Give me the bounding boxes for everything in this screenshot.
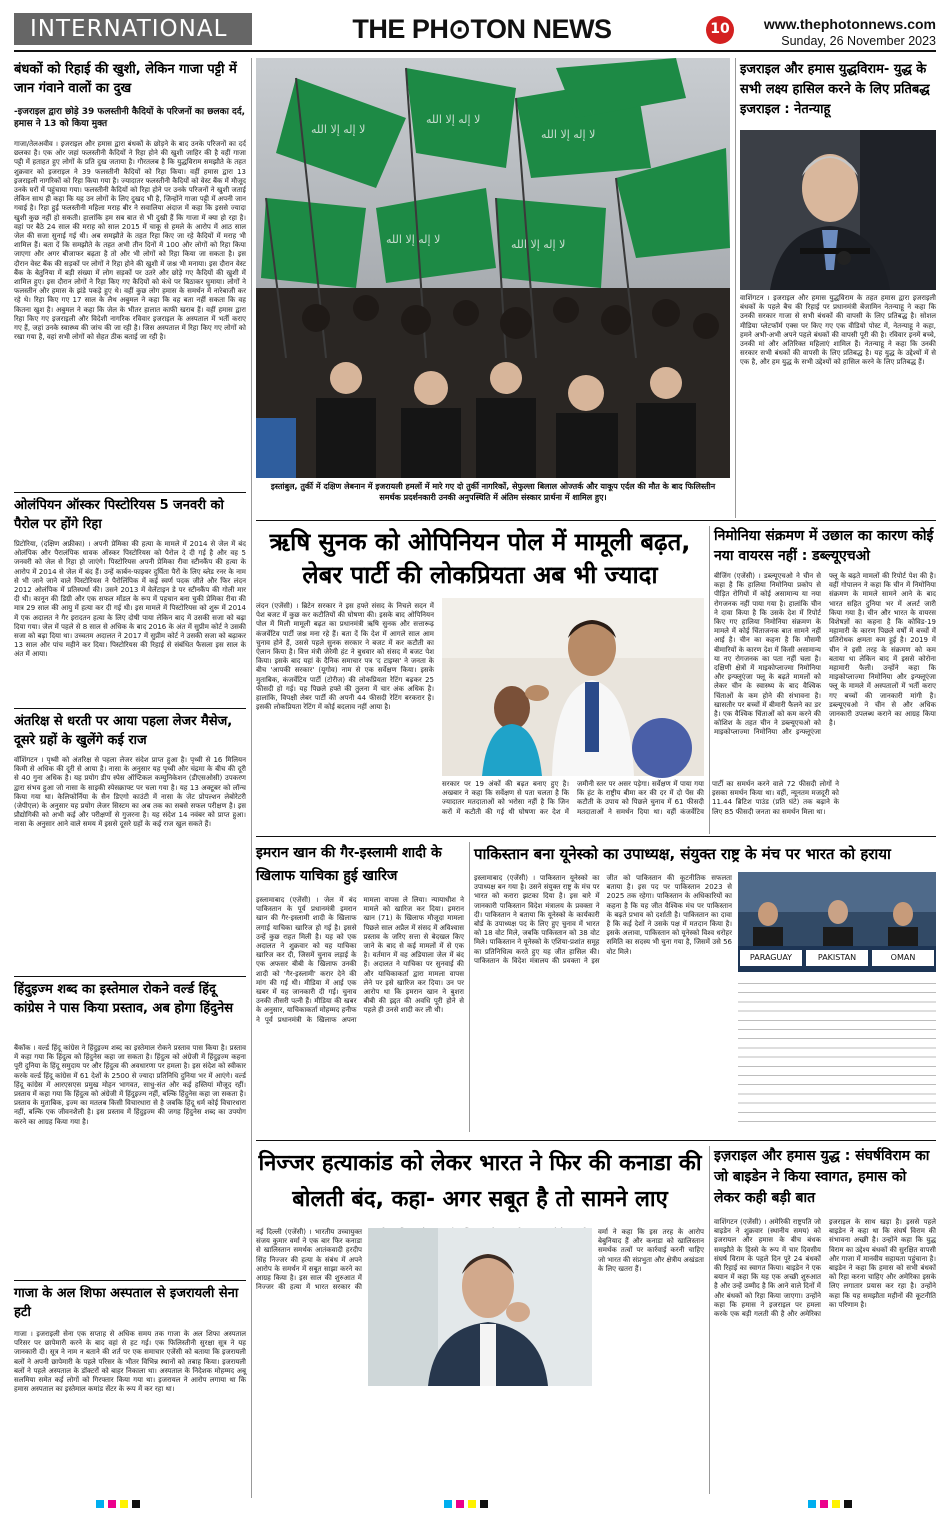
sunak-body-left: लंदन (एजेंसी) । ब्रिटेन सरकार ने इस हफ्ते संसद के निचले सदन में पेश बजट में कुछ कर कटौतियों की घोषणा की। इसके बाद ओपिनियन पोल में मिली मामूली बढ़त का प्रधानमंत्री ऋषि सुनक और सत्तारूढ़ कंजर्वेटिव पार्टी जश्न मना रहे हैं। बता दें कि देश में आगले साल आम चुनाव होने हैं, उससे पहले सुनक सरकार ने बजट में कर कटौती का ऐलान किया है। वित्त मंत्री जेरेमी हंट ने बुधवार को संसद में बजट पेश किया। इसके बाद यहां के दैनिक समाचार पत्र 'द टाइम्स' ने जनता के बीच 'आपकी सरकार' (यूगोव) नाम से एक सर्वेक्षण किया। इसके मुताबिक, कंजर्वेटिव पार्टी (टोरीज) की लोकप्रियता रेटिंग बढ़कर 25 फीसदी हो गई। यह पिछले हफ्ते की तुलना में चार अंक अधिक है। हालांकि, विपक्षी लेबर पार्टी की अपनी 44 फीसदी रेटिंग बरकरार है। इसकी लोकप्रियता रेटिंग में कोई बदलाव नहीं आया है।	[256, 602, 434, 712]
story-laser-body: वॉशिंगटन । पृथ्वी को अंतरिक्ष से पहला लेजर संदेश प्राप्त हुआ है। पृथ्वी से 16 मिलियन किमी से अधिक की दूरी से आया है। नासा के अनुसार यह पृथ्वी और चंद्रमा के बीच की दूरी से 40 गुना अधिक है। यह प्रयोग डीप स्पेस ऑप्टिकल कम्युनिकेशन (डीएसओसी) उपकरण द्वारा संभव हुआ जो नासा के साइकी स्पेसक्राफ्ट पर चला गया है। यह 13 अक्टूबर को लॉन्च किया गया था। केलिफोर्निया के सैन डिएगो काउंटी में नासा के जेट प्रोपल्शन लेबोरेटरी (जेपीएल) के अनुसार यह प्रयोग लेजर सिस्टम का अब तक का सबसे सफल परीक्षण है। इस प्रौद्योगिकी को अभी कई और परीक्षणों से गुजरना है। यह संदेश 14 नवंबर को प्राप्त हुआ। नासा के अनुसार आने वाले समय में इससे दूसरे ग्रहों के कई राज खुल सकते हैं।	[14, 756, 246, 829]
column-divider	[251, 58, 252, 1498]
pneumonia-story	[714, 526, 936, 826]
imran-body: इस्लामाबाद (एजेंसी) । जेल में बंद पाकिस्तान के पूर्व प्रधानमंत्री इमरान खान की गैर-इस्लामी शादी के खिलाफ लगाई याचिका खारिज हो गई है। इससे उन्हें कुछ राहत मिली है। यह को एक अदालत ने शुक्रवार को यह याचिका खारिज कर दी, जिसमें चुनाव लड़ाई के एक अफसर बीबी के खिलाफ उनकी शादी को 'गैर-इस्लामी' करार देने की मांग की गई थी। मीडिया में आई एक खबर में यह जानकारी दी गई। चुनाव उनकी तीसरी पत्नी हैं। मीडिया की खबर के अनुसार, याचिकाकर्ता मोहम्मद हनीफ ने पूर्व प्रधानमंत्री के खिलाफ अपना मामला वापस ले लिया। न्यायाधीश ने मामले को खारिज कर दिया। इमरान खान (71) के खिलाफ मौजूदा मामला पिछले साल अप्रैल में संसद में अविश्वास प्रस्ताव के जरिए सत्ता से बेदखल किए जाने के बाद से कई मामलों में से एक है। वर्तमान में वह अडियाला जेल में बंद हैं। अदालत ने याचिका पर सुनवाई की और याचिकाकर्ता द्वारा मामला वापस लेने पर इसे खारिज कर दिया। उन पर आरोप था कि इमरान खान ने बुशरा बीबी की इद्दत की अवधि पूरी होने से पहले ही उनसे शादी कर ली थी।	[256, 896, 464, 1024]
page-number-badge	[706, 16, 734, 44]
page-number: 10	[710, 21, 730, 37]
flag-inscription: لا إله إلا الله	[311, 123, 366, 136]
imran-headline: इमरान खान की गैर-इस्लामी शादी के खिलाफ याचिका हुई खारिज	[256, 845, 442, 884]
story-alshifa-headline: गाजा के अल शिफा अस्पताल से इजरायली सेना हटी	[14, 1286, 239, 1320]
imran-story	[256, 842, 464, 1132]
unesco-photo	[738, 872, 936, 972]
column-divider	[735, 58, 736, 518]
reg-mark	[844, 1500, 852, 1508]
flag-inscription: لا إله إلا الله	[511, 238, 566, 251]
reg-mark	[456, 1500, 464, 1508]
reg-mark	[808, 1500, 816, 1508]
reg-mark	[96, 1500, 104, 1508]
masthead-rule	[14, 50, 936, 52]
protest-illustration	[256, 58, 730, 478]
biden-story	[714, 1146, 936, 1494]
pneumonia-headline: निमोनिया संक्रमण में उछाल का कारण कोई नया वायरस नहीं : डब्ल्यूएचओ	[714, 528, 934, 564]
flag-inscription: لا إله إلا الله	[541, 128, 596, 141]
masthead	[0, 0, 945, 60]
protest-photo-caption: इस्तांबुल, तुर्की में दक्षिण लेबनान में इजरायली हमलों में मारे गए दो तुर्की नागरिकों, सेफुल्ला बिलाल ओज्तर्क और याकूप एर्दल की मौत के बाद फिलिस्तीन समर्थक प्रदर्शनकारी उनकी अनुपस्थिति में अंतिम संस्कार प्रार्थना में शामिल हुए।	[270, 482, 716, 502]
section-divider	[256, 836, 936, 837]
section-label-box	[14, 13, 252, 45]
unesco-body: इस्लामाबाद (एजेंसी) । पाकिस्तान यूनेस्को का उपाध्यक्ष बन गया है। उसने संयुक्त राष्ट्र के मंच पर भारत को करारा झटका दिया है। इस बारे में जानकारी पाकिस्तान विदेश मंत्रालय के प्रवक्ता ने दी। पाकिस्तान ने बताया कि यूनेस्को के कार्यकारी बोर्ड के उपाध्यक्ष पद के लिए हुए चुनाव में भारत को 18 वोट मिले, जबकि पाकिस्तान को 38 वोट मिले। पाकिस्तान ने यूनेस्को के एशिया-प्रशांत समूह का प्रतिनिधित्व करते हुए यह जीत हासिल की। पाकिस्तान के विदेश मंत्रालय की प्रवक्ता ने इस जीत को पाकिस्तान की कूटनीतिक सफलता बताया है। इस पद पर पाकिस्तान 2023 से 2025 तक रहेगा। पाकिस्तान के अधिकारियों का कहना है कि यह जीत वैश्विक मंच पर पाकिस्तान के बढ़ते प्रभाव को दर्शाती है। पाकिस्तान का दावा है कि कई देशों ने उसके पक्ष में मतदान किया है। इसके अलावा, पाकिस्तान को यूनेस्को विश्व धरोहर समिति का सदस्य भी चुना गया है, जिसमें उसे 56 वोट मिले।	[474, 874, 732, 965]
section-label: INTERNATIONAL	[30, 16, 228, 42]
divider	[14, 1280, 246, 1281]
reg-mark	[832, 1500, 840, 1508]
story-pistorius-headline: ओलंपियन ऑस्कर पिस्टोरियस 5 जनवरी को पैरोल पर होंगे रिहा	[14, 498, 224, 532]
reg-mark	[444, 1500, 452, 1508]
flag-inscription: لا إله إلا الله	[426, 113, 481, 126]
unesco-story	[474, 842, 936, 1132]
reg-mark	[480, 1500, 488, 1508]
placard-paraguay: PARAGUAY	[740, 950, 802, 966]
placard-oman: OMAN	[872, 950, 934, 966]
biden-body: वाशिंगटन (एजेंसी) । अमेरिकी राष्ट्रपति जो बाइडेन ने शुक्रवार (स्थानीय समय) को इजरायल और हमास के बीच बंधक समझौते के हिस्से के रूप में चार दिवसीय संघर्ष विराम के पहले दिन पूरे 24 बंधकों की रिहाई का स्वागत किया। बाइडेन ने एक बयान में कहा कि यह एक अच्छी शुरुआत है और उन्हें उम्मीद है कि आने वाले दिनों में और बंधकों को रिहा किया जाएगा। उन्होंने कहा कि हमास ने इजराइल पर हमला करके एक बड़ी गलती की है और अमेरिका इजराइल के साथ खड़ा है। इससे पहले बाइडेन ने कहा था कि संघर्ष विराम की संभावना अच्छी है। उन्होंने कहा कि युद्ध विराम का उद्देश्य बंधकों की सुरक्षित वापसी और गाजा में मानवीय सहायता पहुंचाना है। बाइडेन ने कहा कि हमास को सभी बंधकों को रिहा करना चाहिए और अमेरिका इसके लिए लगातार प्रयास कर रहा है। उन्होंने कहा कि यह समझौता महीनों की कूटनीति का परिणाम है।	[714, 1218, 936, 1319]
story-hostages-headline: बंधकों को रिहाई की खुशी, लेकिन गाजा पट्टी में जान गंवाने वालों का दुख	[14, 62, 237, 96]
column-divider	[469, 842, 470, 1132]
netanyahu-body: वाशिंगटन । इजराइल और हमास युद्धविराम के तहत हमास द्वारा इजराइली बंधकों के पहले बैच की रिहाई पर प्रधानमंत्री बेंजामिन नेतन्याहू ने कहा कि उनकी सरकार गाजा से सभी बंधकों की वापसी के लिए प्रतिबद्ध है। सोशल मीडिया प्लेटफॉर्म एक्स पर किए गए एक वीडियो पोस्ट में, नेतन्याहू ने कहा, हमने अभी-अभी अपने पहले बंधकों की वापसी पूरी की है। रविवार इनमें बच्चे, उनकी मां और अतिरिक्त महिलाएं शामिल हैं। नेतन्याहू ने कहा कि उनकी सरकार सभी बंधकों की वापसी के लिए प्रतिबद्ध है। यह युद्ध के उद्देश्यों में से एक है, और हम युद्ध के सभी उद्देश्यों को हासिल करने के लिए प्रतिबद्ध हैं।	[740, 294, 936, 367]
placard-pakistan: PAKISTAN	[806, 950, 868, 966]
paper-name: THE PH⊙TON NEWS	[352, 14, 612, 44]
flag-inscription: لا إله إلا الله	[386, 233, 441, 246]
story-pistorius-body: प्रिटोरिया, (दक्षिण अफ्रीका) । अपनी प्रेमिका की हत्या के मामले में 2014 से जेल में बंद ओलंपिक और पैरालंपिक धावक ऑस्कर पिस्टोरियस को पैरोल दे दी गई है और वह 5 जनवरी को जेल से रिहा हो जाएंगे। पिस्टोरियस अपनी प्रेमिका रीवा स्टीनकैंप की हत्या के आरोप में 2014 से जेल में बंद हैं। उन्हें कार्बन-फाइबर दुर्घिता पैरों के लिए ब्लेड रनर के नाम से भी जाने जाने वाले पिस्टोरियस ने पैरोलिंपिक में कई स्वर्ण पदक जीते और फिर लंदन 2012 ओलंपिक में प्रतिस्पर्धा की। उसने 2013 में वेलेंटाइन डे पर स्टीनकैंप की गोली मार दी थी। कानून की डिग्री और एक सफल मॉडल के रूप में पहचान बना चुकी प्रेमिका रीवा की मात्र 29 साल की आयु में हत्या कर दी गई थी। इस मामले में पिस्टोरियस को शुरू में 2014 में एक अदालत ने गैर इरादतन हत्या के लिए दोषी पाया लेकिन बाद में उसकी सजा को बढ़ा दिया गया। जेल में पहले से 8 साल से अधिक के बाद 2016 के अंत में सुप्रीम कोर्ट ने उसकी सजा को बढ़ा दिया था। उच्चतम अदालत ने 2017 में सुप्रीम कोर्ट ने उसकी सजा को बढ़ाकर 13 साल और पांच महीने कर दिया। पिस्टोरियस की रिहाई से संबंधित फैसला इस साल के अंत में आया।	[14, 540, 246, 659]
pneumonia-body: बीजिंग (एजेंसी) । डब्ल्यूएचओ ने चीन से कहा है कि हालिया निमोनिया प्रकोप से पीड़ित रोगियों में कोई असामान्य या नया रोगजनक नहीं पाया गया है। हालांकि चीन ने दावा किया है कि उसके देश में रिपोर्ट किए गए हालिया निमोनिया संक्रमण के मामले में कोई चिंताजनक बात सामने नहीं आई है। चीन का कहना है कि मौसमी बीमारियों के कारण देश में किसी असामान्य या नए रोगजनक का पता नहीं चला है। दक्षिणी क्षेत्रों में माइकोप्लाज्मा निमोनिया और इन्फ्लूएंजा फ्लू के बढ़ते मामलों को लेकर चीन के स्वास्थ्य के बाद वैश्विक चिंताओं के कम होने की संभावना है। खासतौर पर बच्चों में बीमारी फैलने का डर है। एक वैश्विक चिंताओं को कम करने की कोशिश के तहत चीन ने डब्ल्यूएचओ को माइकोप्लाज्मा निमोनिया और इन्फ्लूएंजा फ्लू के बढ़ते मामलों की रिपोर्ट पेश की है। वहीं गोपालन ने कहा कि चीन में निमोनिया संक्रमण के मामले सामने आने के बाद भारत सहित दुनिया भर में अलर्ट जारी किया गया है। चीन और भारत के वायरस विशेषज्ञों का कहना है कि कोविड-19 महामारी के कारण पिछले वर्षों में बच्चों में प्रतिरोधक क्षमता कम हुई है। 2019 में चीन ने इसी तरह के संक्रमण को कम बताया था लेकिन बाद में इससे कोरोना महामारी फैली। उन्होंने कहा कि माइकोप्लाज्मा निमोनिया और इन्फ्लूएंजा फ्लू के मामले में अस्पतालों में भर्ती कराए गए बच्चों की जानकारी मांगी है। डब्ल्यूएचओ ने चीन से और अधिक जानकारी उपलब्ध कराने का आग्रह किया है।	[714, 572, 936, 737]
section-divider	[256, 1140, 936, 1141]
reg-mark	[820, 1500, 828, 1508]
sunak-body-right: सरकार पर 19 अंकों की बढ़त बनाए हुए है। अखबार ने कहा कि सर्वेक्षण से पता चलता है कि ज्यादातर मतदाताओं को भरोसा नहीं है कि जिन करों में कटौती की गई थी घोषणा कर देश में जमीनी स्तर पर असर पड़ेगा। सर्वेक्षण में पाया गया कि हंट के राष्ट्रीय बीमा कर की दर में दो पेंस की कटौती के उपाय को पिछले चुनाव में 61 फीसदी मतदाताओं ने समर्थन दिया था। वहीं कंजर्वेटिव पार्टी का समर्थन करने वाले 72 फीसदी लोगों ने इसका समर्थन किया था। वहीं, न्यूनतम मजदूरी को 11.44 ब्रिटिश पाउंड (प्रति घंटे) तक बढ़ाने के लिए 85 फीसदी जनता का समर्थन मिला था।	[442, 780, 839, 816]
unesco-headline: पाकिस्तान बना यूनेस्को का उपाध्यक्ष, संयुक्त राष्ट्र के मंच पर भारत को हराया	[474, 845, 891, 863]
story-alshifa-body: गाजा । इजराइली सेना एक सप्ताह से अधिक समय तक गाजा के अल शिफा अस्पताल परिसर पर छापेमारी करने के बाद वहां से हट गई। एक फिलिस्तीनी सुरक्षा सूत्र ने यह जानकारी दी। सूत्र ने नाम न बताने की शर्त पर एक समाचार एजेंसी को बताया कि इजरायली बलों ने अपनी छापेमारी के पहले परिसर के भीतर विभिन्न स्थानों को तबाह किया। इजरायली बलों ने पहले अस्पताल के डॉक्टरों को बाहर निकाला था। अस्पताल के निदेशक मोहम्मद अबू सलमिया समेत कई लोगों को गिरफ्तार किया गया था। इजरायल ने आरोप लगाया था कि हमास अस्पताल का इस्तेमाल कमांड सेंटर के रूप में कर रहा था।	[14, 1330, 246, 1394]
website-url[interactable]: www.thephotonnews.com	[763, 16, 936, 32]
biden-headline: इज़राइल और हमास युद्ध : संघर्षविराम का जो बाइडेन ने किया स्वागत, हमास को लेकर कही बड़ी बात	[714, 1148, 930, 1206]
sunak-photo	[442, 598, 704, 776]
trudeau-photo	[368, 1228, 592, 1386]
nijjar-headline: निज्जर हत्याकांड को लेकर भारत ने फिर की कनाडा की बोलती बंद, कहा- अगर सबूत है तो सामने लाए	[258, 1151, 702, 1212]
netanyahu-story	[740, 58, 936, 518]
netanyahu-photo	[740, 130, 936, 290]
nijjar-story	[256, 1146, 704, 1494]
divider	[14, 976, 246, 977]
reg-mark	[132, 1500, 140, 1508]
story-hostages-body: गाजा/तेलअवीव । इजराइल और हमास द्वारा बंधकों के छोड़ने के बाद उनके परिजनों का दर्द छलका है। एक ओर जहां फलस्तीनी कैदियों ने रिहा होने की खुशी जाहिर की है वहीं गाजा पट्टी में हताहत हुए लोगों के प्रति दुख जताया है। गौरतलब है कि युद्धविराम समझौते के तहत शुक्रवार को इजराइल ने 39 फलस्तीनी कैदियों को रिहा किया। वहीं हमास द्वारा 13 इजराइली नागरिकों को रिहा किया गया है। ज्यादातर फलस्तीनी कैदियों को वेस्ट बैंक में मौजूद उनके घरों में पहुंचाया गया। फलस्तीनी कैदियों को रिहा होने पर उनके परिजनों ने खुशी जताई लेकिन साथ ही कहा कि यह उन लोगों के लिए दुखद भी है, जिन्होंने गाजा पट्टी में अपनी जान गवाई है। रिहा हुई फलस्तीनी महिला मराह बीर ने सवालिया अंदाज में कहा कि इससे ज्यादा खुशी कुछ नहीं हो सकती। हालांकि हम सब बात से भी दुखी हैं कि गाजा में क्या हो रहा है। वहां पर बैठे 24 साल की मराह को साल 2015 में चाकू से हमले के आरोप में आठ साल जेल की सजा सुनाई गई थी। अब समझौते के तहत रिहा किए जा रहे कैदियों में मराह भी शामिल हैं। बता दें कि समझौते के तहत अभी तीन दिनों में 100 और लोगों को रिहा किया जाएगा और अगर बीजाफर बढ़ता है तो और भी लोगों को रिहा किया जा सकता है। इस दौरान वेस्ट बैंक की सड़कों पर लोगों ने रिहा होने की खुशी में जश्न भी मनाया। इस दौरान वेस्ट बैंक के बेतुनिया में बड़ी संख्या में लोग सड़कों पर उतरे और छोड़े गए कैदियों की खुशी में शामिल हुए। इस दौरान लोगों ने रिहा किए गए कैदियों को कंधे पर बिठाकर घुमाया। लोगों ने फलस्तीन और हमास के झंडे पकड़े हुए थे। वहीं कुछ लोग हमास के समर्थन में नारेबाजी कर रहे थे। रिहा किए गए 17 साल के लैथ अबुमल ने कहा कि वह बता नहीं सकता कि वह कितना खुश है। अबुमल ने कहा कि जेल के भीतर हालात काफी खराब हैं। वहीं हमास द्वारा रिहा किए गए इजराइली और विदेशी नागरिक रविवार इजराइल के अस्पताल में भर्ती कराए गए हैं, जहां उनके स्वास्थ्य की जांच की जा रही है। जिस अस्पताल में रिहा किए गए लोगों को रखा गया है, वहां सभी लोगों को सेहत ठीक बताई जा रही है।	[14, 140, 246, 342]
netanyahu-headline: इजराइल और हमास युद्धविराम- युद्ध के सभी लक्ष्य हासिल करने के लिए प्रतिबद्ध इजराइल : नेतन्याहू	[740, 62, 930, 117]
story-hinduism-body: बैंकॉक । वर्ल्ड हिंदू कांग्रेस ने हिंदुइज्म शब्द का इस्तेमाल रोकने प्रस्ताव पास किया है। प्रस्ताव में कहा गया कि हिंदुत्व को हिंदुनेस कहा जा सकता है। हिंदुत्व को अंग्रेजी में हिंदुइज्म कहना पूरी दुनिया के हिंदू समुदाय पर और हिंदुत्व की अवधारणा पर हमला है। इस संदेश को स्वीकार करके वर्ल्ड हिंदू कांग्रेस में 61 देशों के 2500 से ज्यादा प्रतिनिधि दुनिया भर में आएंगे। वर्ल्ड हिंदू कांग्रेस में आरएसएस प्रमुख मोहन भागवत, साधु-संत और कई हस्तियां मौजूद रहीं। प्रस्ताव में कहा गया कि हिंदुत्व को अंग्रेजी में हिंदुइज्म नहीं, बल्कि हिंदुनेस कहा जा सकता है। प्रस्ताव के मुताबिक, इज्म का मतलब किसी विचारधारा से है जबकि हिंदू धर्म कोई विचारधारा नहीं, बल्कि एक जीवनशैली है। इस प्रस्ताव में हिंदुइज्म की जगह हिंदुनेस शब्द का उपयोग करने का आग्रह किया गया है।	[14, 1044, 246, 1126]
left-column	[14, 58, 246, 1498]
story-hinduism-headline: हिंदुइज्म शब्द का इस्तेमाल रोकने वर्ल्ड हिंदू कांग्रेस ने पास किया प्रस्ताव, अब होगा हिंदुनेस	[14, 982, 234, 1016]
divider	[14, 492, 246, 493]
unesco-body-cont	[738, 978, 936, 1130]
sunak-headline: ऋषि सुनक को ओपिनियन पोल में मामूली बढ़त, लेबर पार्टी की लोकप्रियता अब भी ज्यादा	[269, 528, 691, 589]
reg-mark	[120, 1500, 128, 1508]
section-divider	[256, 520, 936, 521]
issue-date: Sunday, 26 November 2023	[781, 34, 936, 48]
reg-mark	[468, 1500, 476, 1508]
column-divider	[709, 1146, 710, 1494]
reg-mark	[108, 1500, 116, 1508]
column-divider	[709, 526, 710, 834]
protest-photo	[256, 58, 730, 478]
story-hostages-subhead: -इजराइल द्वारा छोड़े 39 फलस्तीनी कैदियों के परिजनों का छलका दर्द, हमास ने 13 को किया मुक्त	[14, 107, 246, 129]
divider	[14, 708, 246, 709]
story-laser-headline: अंतरिक्ष से धरती पर आया पहला लेजर मैसेज, दूसरे ग्रहों के खुलेंगे कई राज	[14, 714, 233, 748]
nijjar-body: नई दिल्ली (एजेंसी) । भारतीय उच्चायुक्त संजय कुमार वर्मा ने एक बार फिर कनाडा से खालिस्तान समर्थक आतंकवादी हरदीप सिंह निज्जर की हत्या के संबंध में अपने आरोप के समर्थन में सबूत साझा करने का आग्रह किया है। इस साल की शुरुआत में निज्जर की हत्या में भारत सरकार की वर्मा ने कहा कि इस तरह के आरोप बेबुनियाद हैं और कनाडा को खालिस्तान समर्थक तत्वों पर कार्रवाई करनी चाहिए जो भारत की संप्रभुता और क्षेत्रीय अखंडता के लिए खतरा हैं।	[256, 1228, 704, 1292]
